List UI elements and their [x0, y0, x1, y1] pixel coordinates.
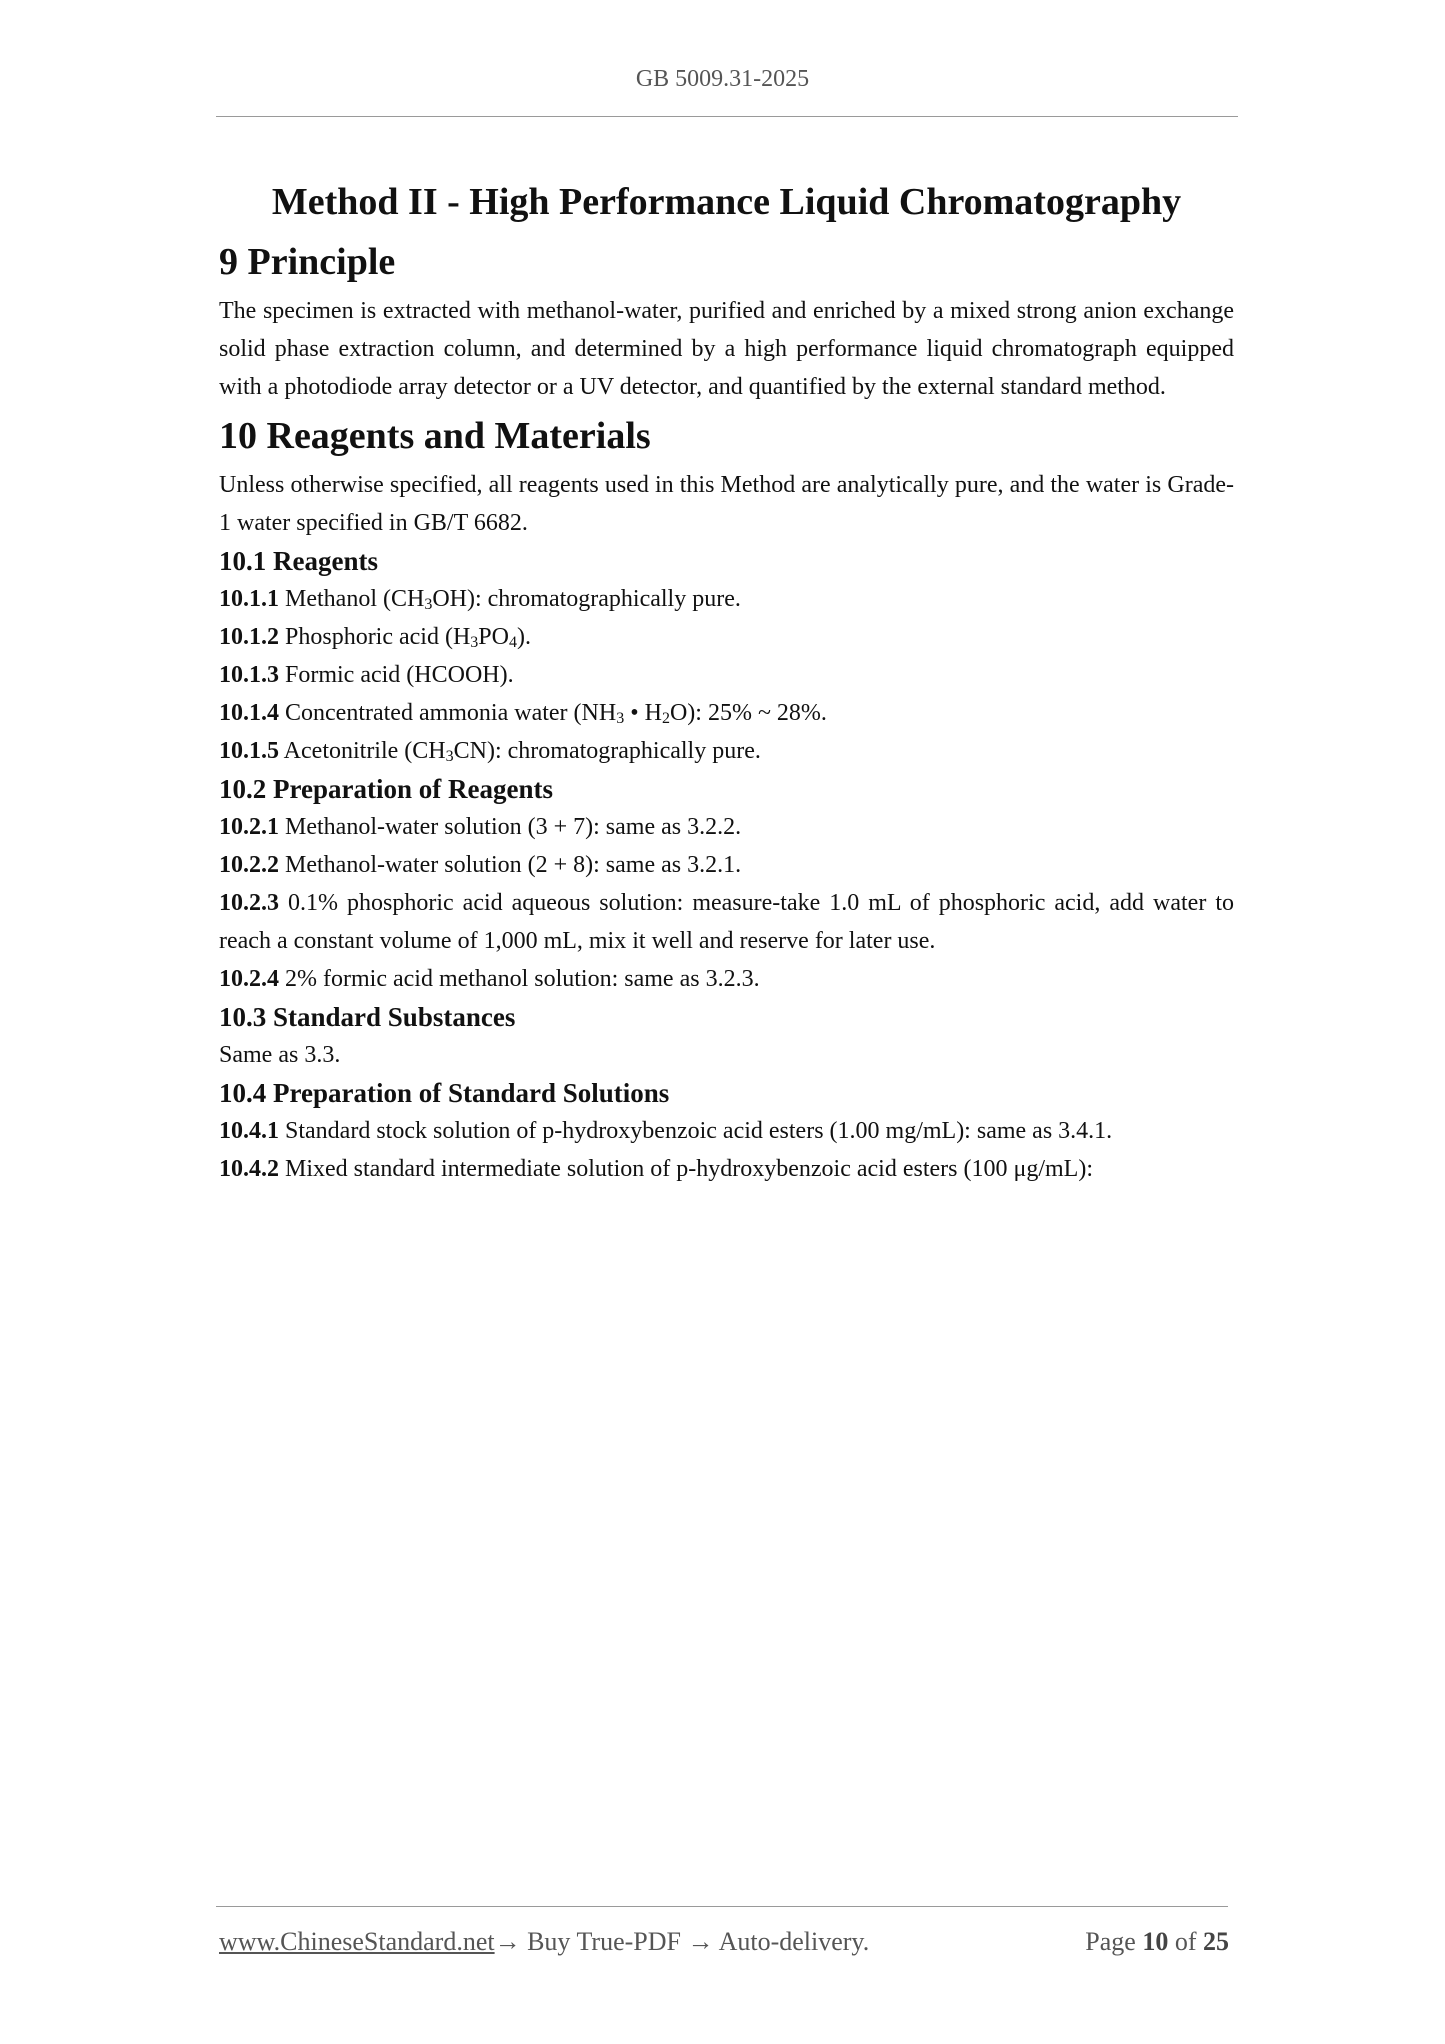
clause-text: 0.1% phosphoric acid aqueous solution: measure-take 1.0 mL of phosphoric acid, add water to reach a constant volume of 1,000 mL, mix it well and reserve for later use. — [219, 890, 1234, 954]
clause-text: O): 25% ~ 28%. — [669, 700, 827, 726]
subscript: 3 — [470, 634, 479, 651]
clause-10-2-4 — [219, 960, 1234, 998]
subscript: 2 — [661, 710, 670, 727]
clause-number: 10.2.1 — [219, 814, 279, 840]
footer-divider — [216, 1906, 1228, 1907]
subscript: 3 — [445, 748, 454, 765]
arrow-icon: → — [494, 1927, 521, 1956]
section-heading-principle: 9 Principle — [219, 241, 396, 283]
subsection-heading-10-2: 10.2 Preparation of Reagents — [219, 774, 553, 804]
clause-number: 10.4.2 — [219, 1156, 279, 1182]
subscript: 4 — [508, 634, 517, 651]
clause-number: 10.1.1 — [219, 586, 279, 612]
subsection-heading-10-4: 10.4 Preparation of Standard Solutions — [219, 1078, 670, 1108]
clause-text: Methanol-water solution (2 + 8): same as 3.2.1. — [279, 852, 742, 878]
clause-text: Methanol-water solution (3 + 7): same as 3.2.2. — [279, 814, 742, 840]
clause-10-1-1 — [219, 580, 1234, 618]
clause-text: Formic acid (HCOOH). — [279, 662, 514, 688]
subscript: 3 — [616, 710, 625, 727]
clause-10-2-2 — [219, 846, 1234, 884]
delivery-text: Auto-delivery. — [713, 1927, 870, 1956]
arrow-icon: → — [687, 1927, 714, 1956]
clause-10-1-2 — [219, 618, 1234, 656]
section-heading-reagents-materials: 10 Reagents and Materials — [219, 415, 651, 457]
clause-text: Phosphoric acid (H — [279, 624, 471, 650]
clause-10-1-5 — [219, 732, 1234, 770]
header-divider — [216, 116, 1238, 117]
clause-text: Standard stock solution of p-hydroxybenzoic acid esters (1.00 mg/mL): same as 3.4.1. — [279, 1118, 1113, 1144]
clause-number: 10.1.3 — [219, 662, 279, 688]
subsection-heading-10-3: 10.3 Standard Substances — [219, 1002, 516, 1032]
clause-10-4-2 — [219, 1150, 1234, 1188]
clause-number: 10.4.1 — [219, 1118, 279, 1144]
page-word: Page — [1085, 1927, 1136, 1956]
clause-text: PO — [478, 624, 509, 650]
clause-text: OH): chromatographically pure. — [432, 586, 741, 612]
page-number: 10 — [1142, 1927, 1169, 1956]
subscript: 3 — [424, 596, 433, 613]
clause-10-2-3 — [219, 884, 1234, 960]
clause-text: 2% formic acid methanol solution: same as 3.2.3. — [279, 966, 760, 992]
clause-text: ). — [516, 624, 531, 650]
clause-text: Concentrated ammonia water (NH — [279, 700, 617, 726]
clause-10-1-3 — [219, 656, 1234, 694]
clause-10-3-text: Same as 3.3. — [219, 1042, 341, 1068]
site-link[interactable]: www.ChineseStandard.net — [219, 1927, 495, 1956]
clause-text: • H — [624, 700, 662, 726]
page-indicator — [1085, 1924, 1229, 1960]
document-code: GB 5009.31-2025 — [635, 66, 810, 92]
clause-number: 10.1.4 — [219, 700, 279, 726]
clause-10-1-4 — [219, 694, 1234, 732]
page-header — [0, 66, 1445, 93]
buy-text: Buy True-PDF — [520, 1927, 688, 1956]
principle-paragraph: The specimen is extracted with methanol-water, purified and enriched by a mixed strong anion exchange solid phase extraction column, and determined by a high performance liquid chromatograph equipped with a photodiode array detector or a UV detector, and quantified by the external standard method. — [219, 298, 1234, 400]
clause-text: Acetonitrile (CH — [279, 738, 446, 764]
page-content — [219, 172, 1234, 1188]
subsection-heading-10-1: 10.1 Reagents — [219, 546, 378, 576]
of-word: of — [1174, 1927, 1197, 1956]
clause-text: Methanol (CH — [279, 586, 425, 612]
clause-text: CN): chromatographically pure. — [453, 738, 761, 764]
reagents-intro-paragraph: Unless otherwise specified, all reagents used in this Method are analytically pure, and the water is Grade-1 water specified in GB/T 6682. — [219, 472, 1234, 536]
clause-10-4-1 — [219, 1112, 1234, 1150]
total-pages: 25 — [1203, 1927, 1229, 1956]
footer-promo — [219, 1924, 869, 1960]
clause-10-2-1 — [219, 808, 1234, 846]
clause-number: 10.1.5 — [219, 738, 279, 764]
clause-number: 10.2.2 — [219, 852, 279, 878]
method-title: Method II - High Performance Liquid Chromatography — [271, 181, 1182, 223]
clause-text: Mixed standard intermediate solution of p-hydroxybenzoic acid esters (100 μg/mL): — [279, 1156, 1093, 1182]
clause-number: 10.1.2 — [219, 624, 279, 650]
clause-number: 10.2.4 — [219, 966, 279, 992]
clause-number: 10.2.3 — [219, 890, 279, 916]
